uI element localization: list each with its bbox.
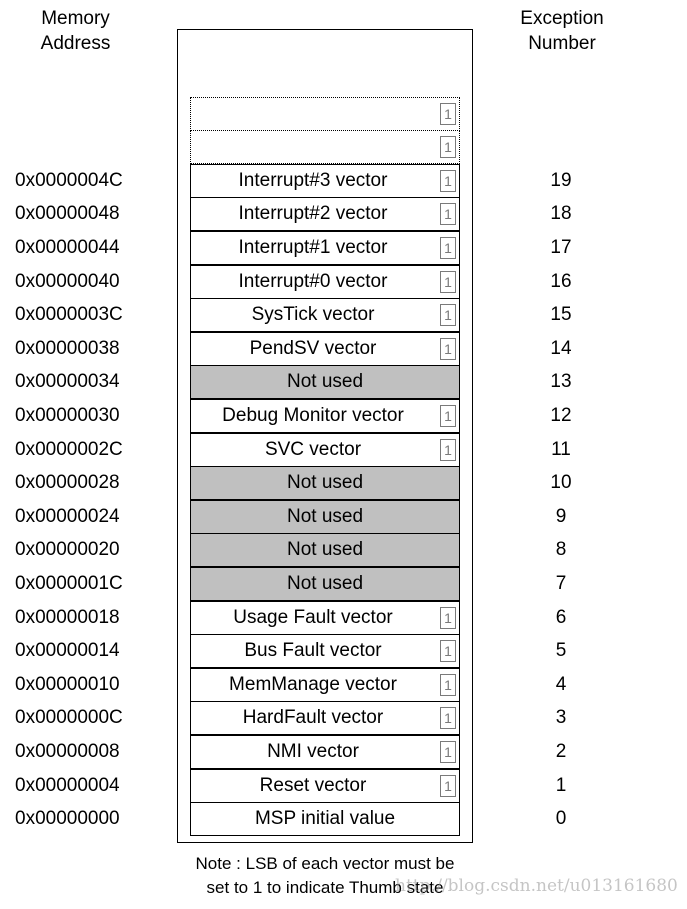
vector-label: Interrupt#3 vector bbox=[238, 169, 388, 191]
vector-label: Not used bbox=[286, 371, 364, 393]
lsb-note-line-1: Note : LSB of each vector must be bbox=[195, 854, 455, 873]
lsb-bit-box: 1 bbox=[440, 775, 456, 797]
exception-number-value: 4 bbox=[555, 673, 567, 695]
exception-number-value: 17 bbox=[550, 236, 572, 258]
memory-address-value: 0x00000000 bbox=[15, 808, 120, 830]
vector-label: Interrupt#0 vector bbox=[238, 270, 388, 292]
vector-cell bbox=[190, 668, 460, 702]
vector-cell bbox=[190, 164, 460, 198]
exception-number-value: 11 bbox=[551, 438, 571, 460]
exception-number-value: 3 bbox=[555, 707, 567, 729]
watermark-text: http://blog.csdn.net/u013161680 bbox=[395, 876, 678, 896]
exception-number-value: 7 bbox=[555, 572, 567, 594]
vector-label: MemManage vector bbox=[229, 673, 397, 695]
vector-label: Not used bbox=[286, 472, 364, 494]
exception-number-value: 2 bbox=[555, 740, 567, 762]
not-used-cell bbox=[190, 567, 460, 601]
lsb-bit-box: 1 bbox=[440, 338, 456, 360]
exception-number-header-line-2: Number bbox=[528, 33, 596, 54]
exception-number-value: 8 bbox=[555, 539, 567, 561]
vector-cell bbox=[190, 399, 460, 433]
vector-label: NMI vector bbox=[267, 740, 359, 762]
vector-label: Not used bbox=[286, 572, 364, 594]
memory-address-value: 0x00000020 bbox=[15, 539, 120, 561]
memory-address-value: 0x0000004C bbox=[15, 169, 123, 191]
memory-address-value: 0x00000024 bbox=[15, 505, 120, 527]
memory-address-value: 0x00000034 bbox=[15, 371, 120, 393]
vector-cell bbox=[190, 265, 460, 299]
not-used-cell bbox=[190, 466, 460, 500]
placeholder-vector-cell bbox=[190, 97, 460, 131]
exception-number-header bbox=[500, 6, 624, 56]
lsb-bit-box: 1 bbox=[440, 203, 456, 225]
lsb-bit-box: 1 bbox=[440, 439, 456, 461]
vector-label: Not used bbox=[286, 505, 364, 527]
vector-cell bbox=[190, 802, 460, 836]
exception-number-header-line-1: Exception bbox=[520, 8, 604, 29]
vector-cell bbox=[190, 634, 460, 668]
vector-label: Interrupt#2 vector bbox=[238, 203, 388, 225]
memory-address-value: 0x00000014 bbox=[15, 640, 120, 662]
exception-number-value: 14 bbox=[550, 337, 572, 359]
exception-number-value: 19 bbox=[550, 169, 572, 191]
memory-address-value: 0x00000038 bbox=[15, 337, 120, 359]
lsb-bit-box: 1 bbox=[440, 271, 456, 293]
vector-label: HardFault vector bbox=[242, 707, 384, 729]
exception-number-value: 0 bbox=[555, 808, 567, 830]
lsb-bit-box: 1 bbox=[440, 103, 456, 125]
memory-address-value: 0x0000002C bbox=[15, 438, 123, 460]
vector-label: SVC vector bbox=[264, 438, 362, 460]
exception-number-value: 13 bbox=[550, 371, 572, 393]
memory-address-value: 0x00000018 bbox=[15, 606, 120, 628]
memory-address-value: 0x00000030 bbox=[15, 404, 120, 426]
exception-number-value: 5 bbox=[555, 640, 567, 662]
lsb-note-line-2: set to 1 to indicate Thumb state bbox=[206, 878, 444, 897]
memory-address-value: 0x0000003C bbox=[15, 304, 123, 326]
lsb-bit-box: 1 bbox=[440, 405, 456, 427]
memory-address-value: 0x0000001C bbox=[15, 572, 123, 594]
vector-label: MSP initial value bbox=[254, 808, 396, 830]
vector-label: PendSV vector bbox=[249, 337, 377, 359]
memory-address-header-line-2: Address bbox=[40, 33, 111, 54]
memory-address-value: 0x00000008 bbox=[15, 740, 120, 762]
exception-number-value: 1 bbox=[555, 774, 567, 796]
lsb-bit-box: 1 bbox=[440, 607, 456, 629]
placeholder-vector-cell bbox=[190, 130, 460, 164]
exception-number-value: 15 bbox=[550, 304, 572, 326]
not-used-cell bbox=[190, 533, 460, 567]
exception-number-value: 9 bbox=[555, 505, 567, 527]
memory-address-value: 0x00000040 bbox=[15, 270, 120, 292]
vector-label: Bus Fault vector bbox=[244, 640, 382, 662]
lsb-bit-box: 1 bbox=[440, 674, 456, 696]
exception-number-value: 12 bbox=[550, 404, 572, 426]
memory-address-value: 0x00000010 bbox=[15, 673, 120, 695]
vector-cell bbox=[190, 332, 460, 366]
vector-cell bbox=[190, 601, 460, 635]
vector-label: Not used bbox=[286, 539, 364, 561]
vector-cell bbox=[190, 735, 460, 769]
exception-number-value: 6 bbox=[555, 606, 567, 628]
vector-cell bbox=[190, 231, 460, 265]
memory-address-value: 0x0000000C bbox=[15, 707, 123, 729]
lsb-bit-box: 1 bbox=[440, 640, 456, 662]
vector-cell bbox=[190, 298, 460, 332]
vector-label: Usage Fault vector bbox=[233, 606, 393, 628]
not-used-cell bbox=[190, 500, 460, 534]
exception-number-value: 16 bbox=[550, 270, 572, 292]
lsb-bit-box: 1 bbox=[440, 136, 456, 158]
memory-address-header-line-1: Memory bbox=[41, 8, 110, 29]
vector-cell bbox=[190, 197, 460, 231]
lsb-bit-box: 1 bbox=[440, 170, 456, 192]
vector-label: Debug Monitor vector bbox=[222, 404, 404, 426]
lsb-bit-box: 1 bbox=[440, 237, 456, 259]
vector-label: SysTick vector bbox=[251, 304, 375, 326]
lsb-bit-box: 1 bbox=[440, 741, 456, 763]
lsb-bit-box: 1 bbox=[440, 707, 456, 729]
lsb-bit-box: 1 bbox=[440, 304, 456, 326]
memory-address-value: 0x00000028 bbox=[15, 472, 120, 494]
vector-cell bbox=[190, 769, 460, 803]
memory-address-value: 0x00000004 bbox=[15, 774, 120, 796]
vector-label: Reset vector bbox=[259, 774, 367, 796]
memory-address-value: 0x00000044 bbox=[15, 236, 120, 258]
exception-number-value: 18 bbox=[550, 203, 572, 225]
exception-number-value: 10 bbox=[550, 472, 572, 494]
memory-address-value: 0x00000048 bbox=[15, 203, 120, 225]
vector-label: Interrupt#1 vector bbox=[238, 236, 388, 258]
vector-cell bbox=[190, 433, 460, 467]
memory-address-header bbox=[18, 6, 133, 56]
vector-cell bbox=[190, 701, 460, 735]
not-used-cell bbox=[190, 365, 460, 399]
